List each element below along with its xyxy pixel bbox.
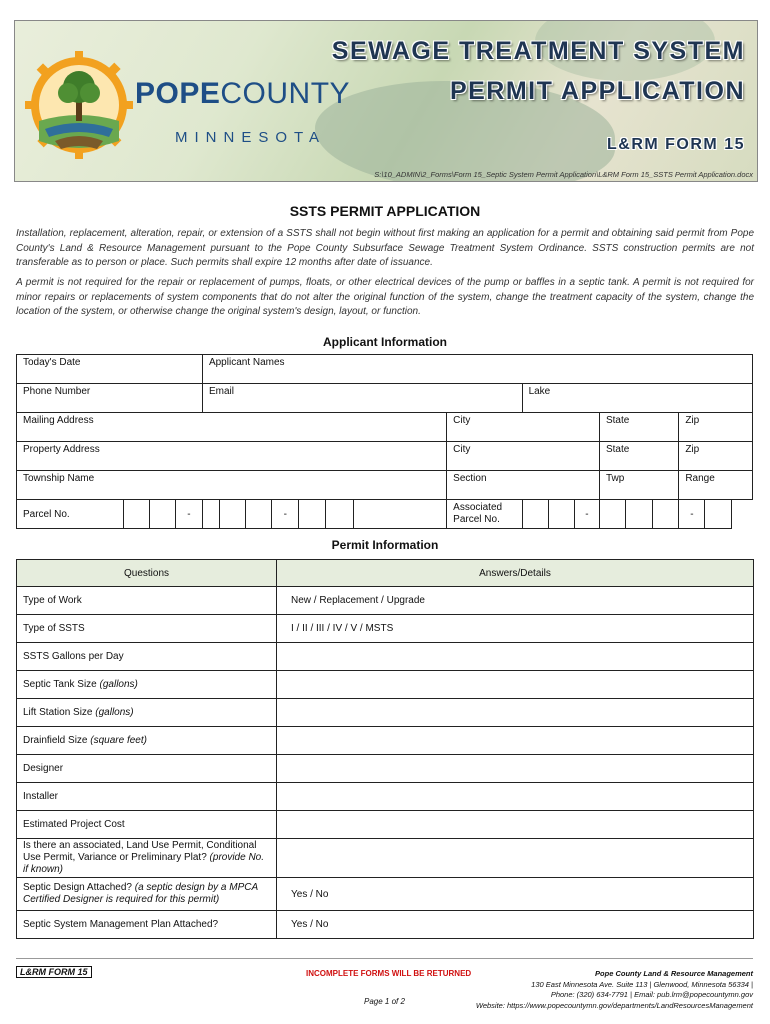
permit-row	[17, 643, 754, 671]
intro-paragraph-1: Installation, replacement, alteration, repair, or extension of a SSTS shall not begin without first making an application for a permit and obtaining said permit from Pope County's Land & Resource Management pursuant to the Pope County Subsurface Sewage Treatment System Ordinance. SSTS construction permits are not transferable as to person or place. Such permits shall expire 12 months after date of issuance.	[16, 228, 754, 268]
footer-contact	[476, 969, 753, 1011]
todays-date-label: Today's Date	[23, 357, 81, 368]
mailing-address-label: Mailing Address	[23, 415, 94, 426]
lake-label: Lake	[528, 386, 551, 397]
associated-parcel-no-label: Associated Parcel No.	[453, 502, 503, 525]
question-type-of-work: Type of Work	[17, 587, 277, 615]
township-name-label: Township Name	[23, 473, 95, 484]
question-lift-station-size: Lift Station Size (gallons)	[17, 699, 277, 727]
mailing-state-field[interactable]	[599, 413, 678, 442]
email-label: Email	[208, 386, 234, 397]
todays-date-field[interactable]	[17, 355, 203, 384]
range-label: Range	[685, 473, 715, 484]
city-label: City	[453, 444, 471, 455]
property-city-field[interactable]	[447, 442, 600, 471]
permit-section-title: Permit Information	[331, 538, 439, 552]
parcel-digit-box[interactable]	[299, 500, 325, 529]
footer-phone-email: Phone: (320) 634-7791 | Email: pub.lrm@popecountymn.gov	[550, 990, 753, 999]
answer-associated-permit[interactable]	[277, 839, 754, 878]
assoc-parcel-digit-box[interactable]	[522, 500, 548, 529]
banner-title-line1: SEWAGE TREATMENT SYSTEM	[331, 37, 745, 65]
assoc-parcel-digit-box[interactable]	[599, 500, 625, 529]
brand-county: COUNTY	[220, 77, 351, 110]
phone-number-label: Phone Number	[23, 386, 91, 397]
email-field[interactable]	[202, 384, 522, 413]
answer-project-cost[interactable]	[277, 811, 754, 839]
assoc-parcel-digit-box[interactable]	[548, 500, 574, 529]
answer-type-of-ssts[interactable]: I / II / III / IV / V / MSTS	[277, 615, 754, 643]
parcel-dash: -	[272, 500, 299, 529]
parcel-digit-box[interactable]	[246, 500, 272, 529]
parcel-digit-box[interactable]	[220, 500, 246, 529]
assoc-parcel-digit-box[interactable]	[705, 500, 731, 529]
question-septic-tank-size: Septic Tank Size (gallons)	[17, 671, 277, 699]
question-gallons-per-day: SSTS Gallons per Day	[17, 643, 277, 671]
banner-form-number: L&RM FORM 15	[607, 136, 745, 153]
parcel-no-label: Parcel No.	[23, 508, 70, 520]
intro-paragraph-2: A permit is not required for the repair or replacement of pumps, floats, or other electrical devices of the pump or baffles in a septic tank. A permit is not required for minor repairs or replacements of system components that do not alter the original function of the system, change the treatment capacity of the system, change the location of the system, or otherwise change the original system's design, layout, or function.	[16, 277, 754, 317]
permit-row	[17, 755, 754, 783]
parcel-digit-box[interactable]	[202, 500, 219, 529]
question-drainfield-size: Drainfield Size (square feet)	[17, 727, 277, 755]
section-field[interactable]	[447, 471, 600, 500]
permit-row	[17, 727, 754, 755]
question-designer: Designer	[17, 755, 277, 783]
permit-row	[17, 671, 754, 699]
pope-county-logo-icon	[25, 51, 133, 159]
answers-header: Answers/Details	[277, 560, 754, 587]
answer-management-plan[interactable]: Yes / No	[277, 911, 754, 939]
mailing-city-field[interactable]	[447, 413, 600, 442]
city-label: City	[453, 415, 471, 426]
twp-label: Twp	[605, 473, 625, 484]
property-address-label: Property Address	[23, 444, 100, 455]
file-path: S:\10_ADMIN\2_Forms\Form 15_Septic System Permit Application\L&RM Form 15_SSTS Permit Application.docx	[374, 170, 753, 179]
assoc-parcel-dash: -	[574, 500, 599, 529]
answer-septic-design-attached[interactable]: Yes / No	[277, 878, 754, 911]
state-label: State	[605, 444, 630, 455]
zip-label: Zip	[685, 444, 700, 455]
footer-divider	[16, 958, 753, 959]
permit-row	[17, 878, 754, 911]
footer-warning: INCOMPLETE FORMS WILL BE RETURNED	[306, 969, 472, 978]
parcel-digit-box[interactable]	[123, 500, 149, 529]
twp-field[interactable]	[599, 471, 678, 500]
range-field[interactable]	[679, 471, 753, 500]
applicant-names-field[interactable]	[202, 355, 752, 384]
question-associated-permit: Is there an associated, Land Use Permit, Conditional Use Permit, Variance or Preliminary Plat? (provide No. if known)	[17, 839, 277, 878]
question-septic-design-attached: Septic Design Attached? (a septic design by a MPCA Certified Designer is required for this permit)	[17, 878, 277, 911]
answer-installer[interactable]	[277, 783, 754, 811]
page-number: Page 1 of 2	[364, 997, 405, 1006]
answer-drainfield-size[interactable]	[277, 727, 754, 755]
parcel-no-label-cell	[17, 500, 124, 529]
assoc-parcel-dash: -	[679, 500, 705, 529]
permit-row	[17, 811, 754, 839]
parcel-dash: -	[175, 500, 202, 529]
permit-row	[17, 587, 754, 615]
applicant-names-label: Applicant Names	[208, 357, 285, 368]
brand-state: MINNESOTA	[175, 129, 327, 146]
answer-lift-station-size[interactable]	[277, 699, 754, 727]
header-banner	[14, 20, 758, 182]
banner-title-line2: PERMIT APPLICATION	[449, 77, 745, 105]
question-type-of-ssts: Type of SSTS	[17, 615, 277, 643]
permit-table-header	[17, 560, 754, 587]
footer-website[interactable]: Website: https://www.popecountymn.gov/departments/LandResourcesManagement	[475, 1000, 753, 1010]
section-label: Section	[453, 473, 487, 484]
phone-number-field[interactable]	[17, 384, 203, 413]
permit-row	[17, 699, 754, 727]
answer-gallons-per-day[interactable]	[277, 643, 754, 671]
answer-designer[interactable]	[277, 755, 754, 783]
question-installer: Installer	[17, 783, 277, 811]
applicant-section-title: Applicant Information	[323, 335, 447, 349]
township-name-field[interactable]	[17, 471, 447, 500]
question-project-cost: Estimated Project Cost	[17, 811, 277, 839]
associated-parcel-label-cell	[447, 500, 522, 529]
assoc-parcel-digit-box[interactable]	[626, 500, 653, 529]
answer-type-of-work[interactable]: New / Replacement / Upgrade	[277, 587, 754, 615]
footer-org: Pope County Land & Resource Management	[595, 969, 753, 978]
mailing-zip-field[interactable]	[679, 413, 753, 442]
parcel-digit-box[interactable]	[149, 500, 175, 529]
permit-row	[17, 839, 754, 878]
permit-row	[17, 615, 754, 643]
question-management-plan: Septic System Management Plan Attached?	[17, 911, 277, 939]
footer-form-label: L&RM FORM 15	[16, 966, 92, 978]
footer-address: 130 East Minnesota Ave. Suite 113 | Glenwood, Minnesota 56334 |	[531, 979, 753, 989]
parcel-digit-box[interactable]	[325, 500, 353, 529]
permit-row	[17, 911, 754, 939]
property-state-field[interactable]	[599, 442, 678, 471]
brand-name	[135, 79, 350, 109]
property-address-field[interactable]	[17, 442, 447, 471]
permit-table	[16, 559, 754, 939]
property-zip-field[interactable]	[679, 442, 753, 471]
answer-septic-tank-size[interactable]	[277, 671, 754, 699]
parcel-digit-box[interactable]	[353, 500, 446, 529]
page-title: SSTS PERMIT APPLICATION	[289, 203, 481, 219]
mailing-address-field[interactable]	[17, 413, 447, 442]
brand-pope: POPE	[135, 77, 221, 110]
assoc-parcel-digit-box[interactable]	[653, 500, 679, 529]
applicant-table	[16, 354, 753, 529]
permit-row	[17, 783, 754, 811]
zip-label: Zip	[685, 415, 700, 426]
questions-header: Questions	[17, 560, 277, 587]
lake-field[interactable]	[522, 384, 752, 413]
state-label: State	[605, 415, 630, 426]
